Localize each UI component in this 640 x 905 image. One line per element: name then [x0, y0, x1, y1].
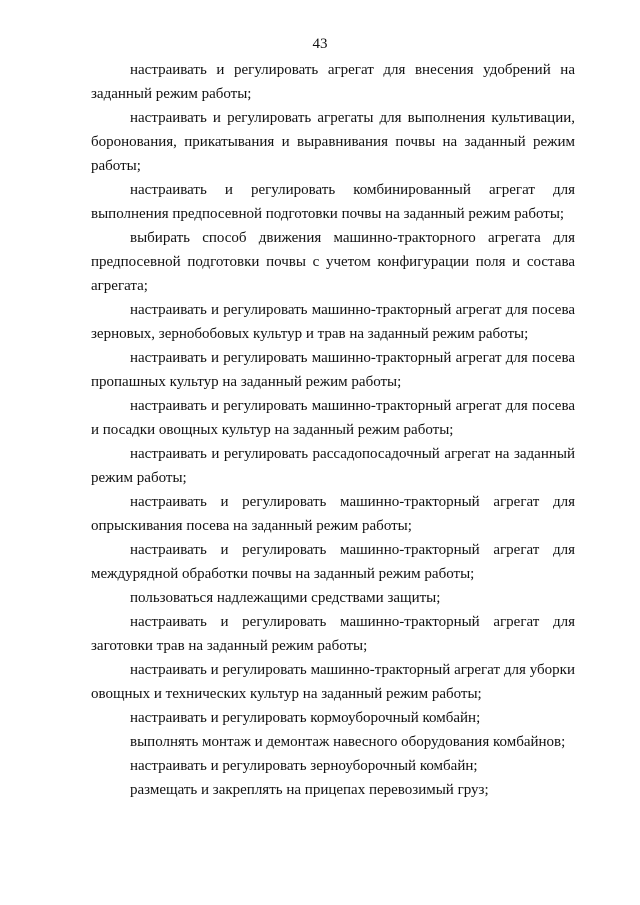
list-item: настраивать и регулировать агрегаты для выполнения культивации, боронования, прикатывания и выравнивания почвы на заданный режим работы; — [91, 110, 575, 174]
page-number: 43 — [312, 36, 328, 52]
list-item: настраивать и регулировать рассадопосадочный агрегат на заданный режим работы; — [91, 446, 575, 486]
list-item: настраивать и регулировать комбинированный агрегат для выполнения предпосевной подготовки почвы на заданный режим работы; — [91, 182, 575, 222]
list-item: настраивать и регулировать машинно-тракторный агрегат для междурядной обработки почвы на заданный режим работы; — [91, 542, 575, 582]
list-item: настраивать и регулировать машинно-тракторный агрегат для уборки овощных и технических культур на заданный режим работы; — [91, 662, 575, 702]
list-item: размещать и закреплять на прицепах перевозимый груз; — [130, 782, 489, 798]
list-item: настраивать и регулировать машинно-тракторный агрегат для заготовки трав на заданный режим работы; — [91, 614, 575, 654]
list-item: настраивать и регулировать зерноуборочный комбайн; — [130, 758, 478, 774]
list-item: пользоваться надлежащими средствами защиты; — [130, 590, 441, 606]
list-item: настраивать и регулировать машинно-тракторный агрегат для посева и посадки овощных культур на заданный режим работы; — [91, 398, 575, 438]
list-item: настраивать и регулировать кормоуборочный комбайн; — [130, 710, 481, 726]
list-item: выполнять монтаж и демонтаж навесного оборудования комбайнов; — [130, 734, 566, 750]
list-item: настраивать и регулировать машинно-тракторный агрегат для опрыскивания посева на заданный режим работы; — [91, 494, 575, 534]
list-item: настраивать и регулировать агрегат для внесения удобрений на заданный режим работы; — [91, 62, 575, 102]
document-body — [91, 58, 575, 802]
list-item: настраивать и регулировать машинно-тракторный агрегат для посева зерновых, зернобобовых культур и трав на заданный режим работы; — [91, 302, 575, 342]
list-item: настраивать и регулировать машинно-тракторный агрегат для посева пропашных культур на заданный режим работы; — [91, 350, 575, 390]
list-item: выбирать способ движения машинно-тракторного агрегата для предпосевной подготовки почвы с учетом конфигурации поля и состава агрегата; — [91, 230, 575, 294]
